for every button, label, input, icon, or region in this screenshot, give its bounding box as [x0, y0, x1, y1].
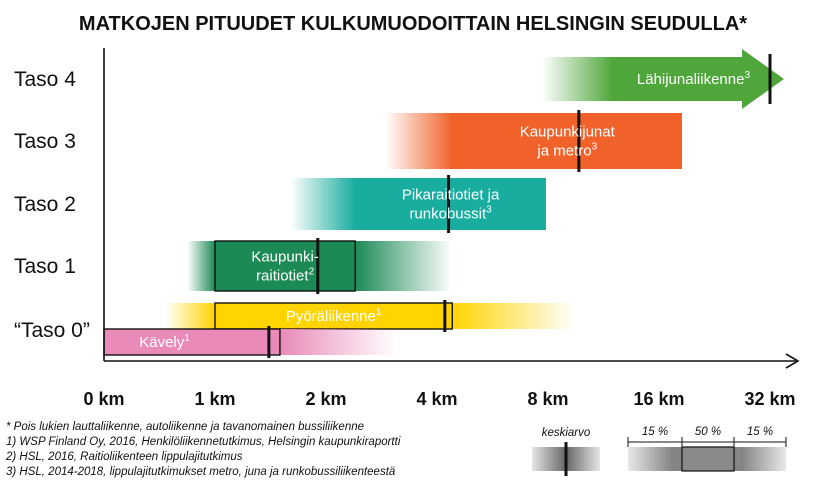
level-label: Taso 1 [14, 255, 76, 278]
bar-label: runkobussit$^3$ [409, 204, 492, 223]
bar-4 [165, 300, 575, 332]
legend-box-50pct [682, 447, 734, 471]
x-tick-label: 0 km [83, 389, 125, 409]
bar-label: Kaupunkijunat [519, 123, 615, 141]
bar-shape [187, 241, 452, 291]
level-label: Taso 4 [14, 68, 76, 91]
level-label: “Taso 0” [14, 319, 90, 342]
level-label: Taso 3 [14, 130, 76, 153]
x-tick-label: 2 km [305, 389, 347, 409]
bar-label: Pikaraitiotiet ja [401, 186, 500, 204]
x-tick-label: 16 km [633, 389, 685, 409]
bars [104, 49, 784, 358]
bar-label: Kävely$^1$ [139, 333, 190, 351]
x-tick-label: 4 km [416, 389, 458, 409]
bar-shape [386, 113, 683, 169]
bar-1 [386, 110, 683, 172]
bar-label: Lähijunaliikenne$^3$ [636, 70, 751, 88]
x-tick-label: 1 km [194, 389, 236, 409]
legend-percent-label: 15 % [746, 426, 774, 438]
legend-percent-label: 15 % [641, 426, 669, 438]
footnote: * Pois lukien lauttaliikenne, autoliikenne ja tavanomainen bussiliikenne [6, 421, 365, 433]
x-tick-label: 32 km [744, 389, 796, 409]
x-tick-labels [83, 389, 795, 409]
level-label: Taso 2 [14, 193, 76, 216]
footnote: 2) HSL, 2016, Raitioliikenteen lippulajitutkimus [6, 451, 243, 463]
legend-percent-label: 50 % [694, 426, 722, 438]
legend-mean-label: keskiarvo [541, 427, 591, 439]
bar-2 [290, 175, 546, 233]
bar-label: raitiotiet$^2$ [256, 266, 315, 285]
bar-3 [187, 238, 452, 294]
footnotes [5, 421, 401, 478]
bar-label: Pyöräliikenne$^1$ [285, 307, 382, 325]
chart-title: MATKOJEN PITUUDET KULKUMUODOITTAIN HELSINGIN SEUDULLA* [78, 13, 748, 35]
bar-0 [542, 49, 784, 109]
legend [532, 426, 786, 476]
bar-label: Kaupunki- [251, 248, 319, 266]
level-labels [14, 68, 90, 342]
bar-5 [104, 326, 396, 358]
footnote: 1) WSP Finland Oy, 2016, Henkilöliikennetutkimus, Helsingin kaupunkiraportti [6, 436, 401, 448]
bar-label: ja metro$^3$ [537, 141, 598, 160]
footnote: 3) HSL, 2014-2018, lippulajitutkimukset metro, juna ja runkobussiliikenteestä [6, 466, 396, 478]
x-tick-label: 8 km [527, 389, 569, 409]
